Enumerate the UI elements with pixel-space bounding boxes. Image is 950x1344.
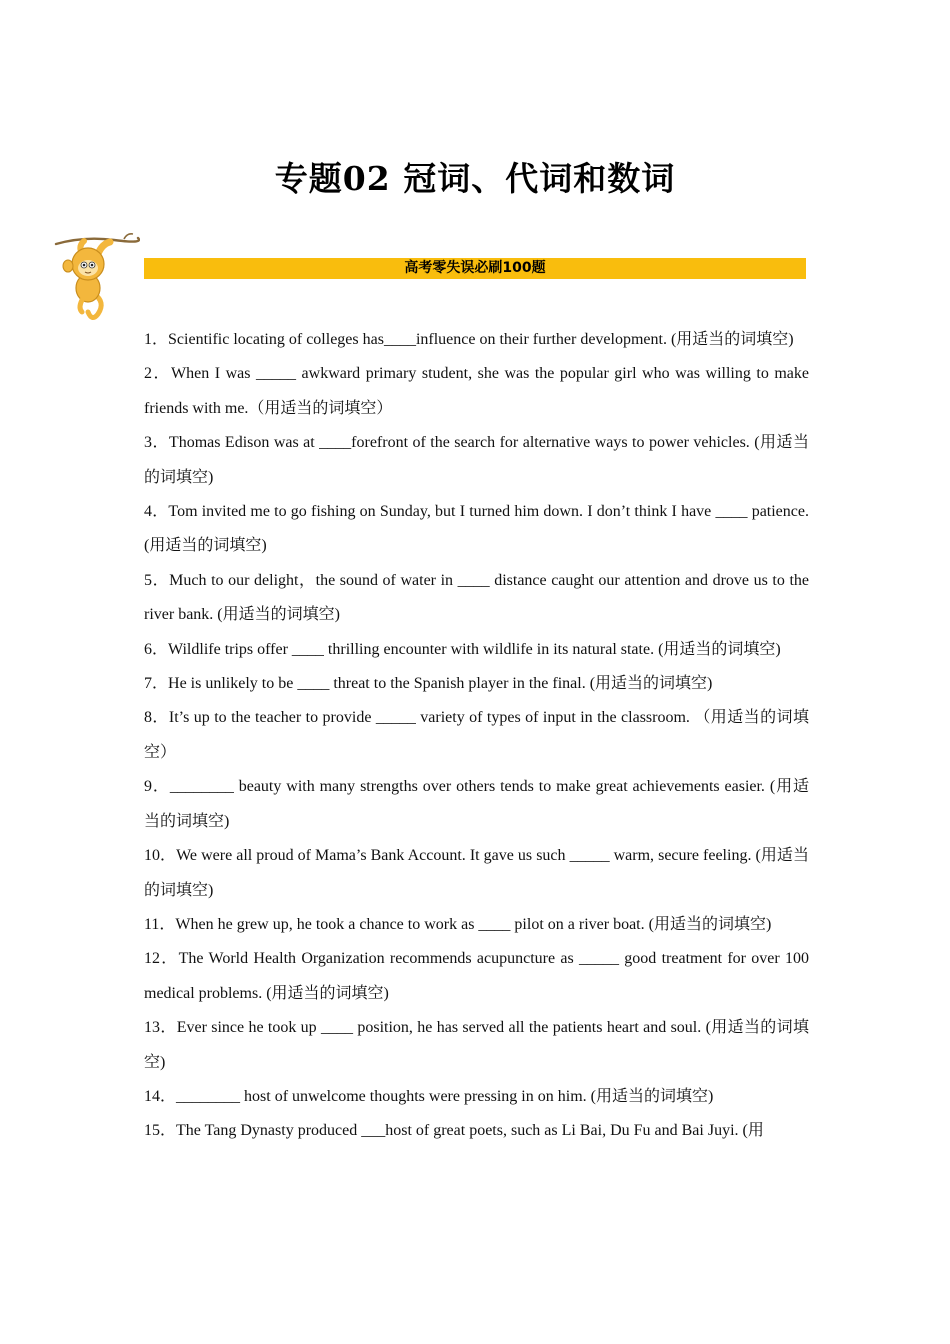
question-number: 12． bbox=[144, 950, 179, 968]
question-item bbox=[144, 701, 809, 770]
question-number: 13． bbox=[144, 1019, 177, 1037]
question-number: 14． bbox=[144, 1087, 177, 1105]
question-item bbox=[144, 564, 809, 633]
question-item bbox=[144, 426, 809, 495]
question-number: 3． bbox=[144, 434, 169, 452]
question-text: Wildlife trips offer ____ thrilling encounter with wildlife in its natural state. (用适当的词填空) bbox=[168, 640, 781, 658]
question-text: It’s up to the teacher to provide _____ variety of types of input in the classroom. （用适当的词填空） bbox=[144, 709, 809, 761]
question-item bbox=[144, 770, 809, 839]
question-item bbox=[144, 942, 809, 1011]
monkey-hanging-icon bbox=[54, 232, 140, 322]
question-item bbox=[144, 839, 809, 908]
page-title: 专题02 冠词、代词和数词 bbox=[274, 159, 676, 198]
question-item bbox=[144, 495, 809, 564]
question-number: 4． bbox=[144, 503, 169, 521]
question-text: The Tang Dynasty produced ___host of great poets, such as Li Bai, Du Fu and Bai Juyi. (用 bbox=[176, 1122, 764, 1140]
question-item bbox=[144, 633, 809, 667]
question-item bbox=[144, 667, 809, 701]
question-number: 9． bbox=[144, 778, 170, 796]
question-text: Much to our delight，the sound of water in ____ distance caught our attention and drove us to the river bank. (用适当的词填空) bbox=[144, 571, 809, 624]
question-item bbox=[144, 323, 809, 357]
question-item bbox=[144, 1080, 809, 1114]
question-text: Tom invited me to go fishing on Sunday, but I turned him down. I don’t think I have ____ patience. (用适当的词填空) bbox=[144, 503, 809, 555]
section-banner: 高考零失误必刷100题 bbox=[144, 258, 806, 279]
question-number: 5． bbox=[144, 571, 170, 589]
question-item bbox=[144, 1114, 809, 1148]
question-number: 8． bbox=[144, 709, 169, 727]
question-text: We were all proud of Mama’s Bank Account. It gave us such _____ warm, secure feeling. (用适当的词填空) bbox=[144, 847, 809, 899]
question-text: ________ beauty with many strengths over others tends to make great achievements easier. (用适当的词填空) bbox=[144, 778, 809, 830]
question-number: 1． bbox=[144, 331, 169, 348]
question-text: ________ host of unwelcome thoughts were pressing in on him. (用适当的词填空) bbox=[176, 1087, 714, 1105]
question-number: 15． bbox=[144, 1122, 177, 1140]
question-list bbox=[144, 323, 809, 1149]
question-number: 6． bbox=[144, 640, 169, 658]
question-text: The World Health Organization recommends acupuncture as _____ good treatment for over 100 medical problems. (用适当的词填空) bbox=[144, 950, 809, 1002]
question-item bbox=[144, 1011, 809, 1080]
question-text: Scientific locating of colleges has____influence on their further development. (用适当的词填空) bbox=[168, 331, 794, 348]
question-number: 11． bbox=[144, 915, 176, 933]
question-text: He is unlikely to be ____ threat to the Spanish player in the final. (用适当的词填空) bbox=[168, 675, 713, 693]
question-text: Thomas Edison was at ____forefront of the search for alternative ways to power vehicles. (用适当的词填空) bbox=[144, 434, 809, 486]
question-number: 10． bbox=[144, 847, 177, 865]
question-text: When he grew up, he took a chance to work as ____ pilot on a river boat. (用适当的词填空) bbox=[175, 915, 772, 933]
question-item bbox=[144, 908, 809, 942]
question-number: 2． bbox=[144, 365, 172, 383]
question-number: 7． bbox=[144, 675, 169, 693]
question-item bbox=[144, 357, 809, 426]
question-text: Ever since he took up ____ position, he has served all the patients heart and soul. (用适当的词填空) bbox=[144, 1019, 809, 1071]
question-text: When I was _____ awkward primary student, she was the popular girl who was willing to make friends with me.（用适当的词填空） bbox=[144, 365, 809, 417]
